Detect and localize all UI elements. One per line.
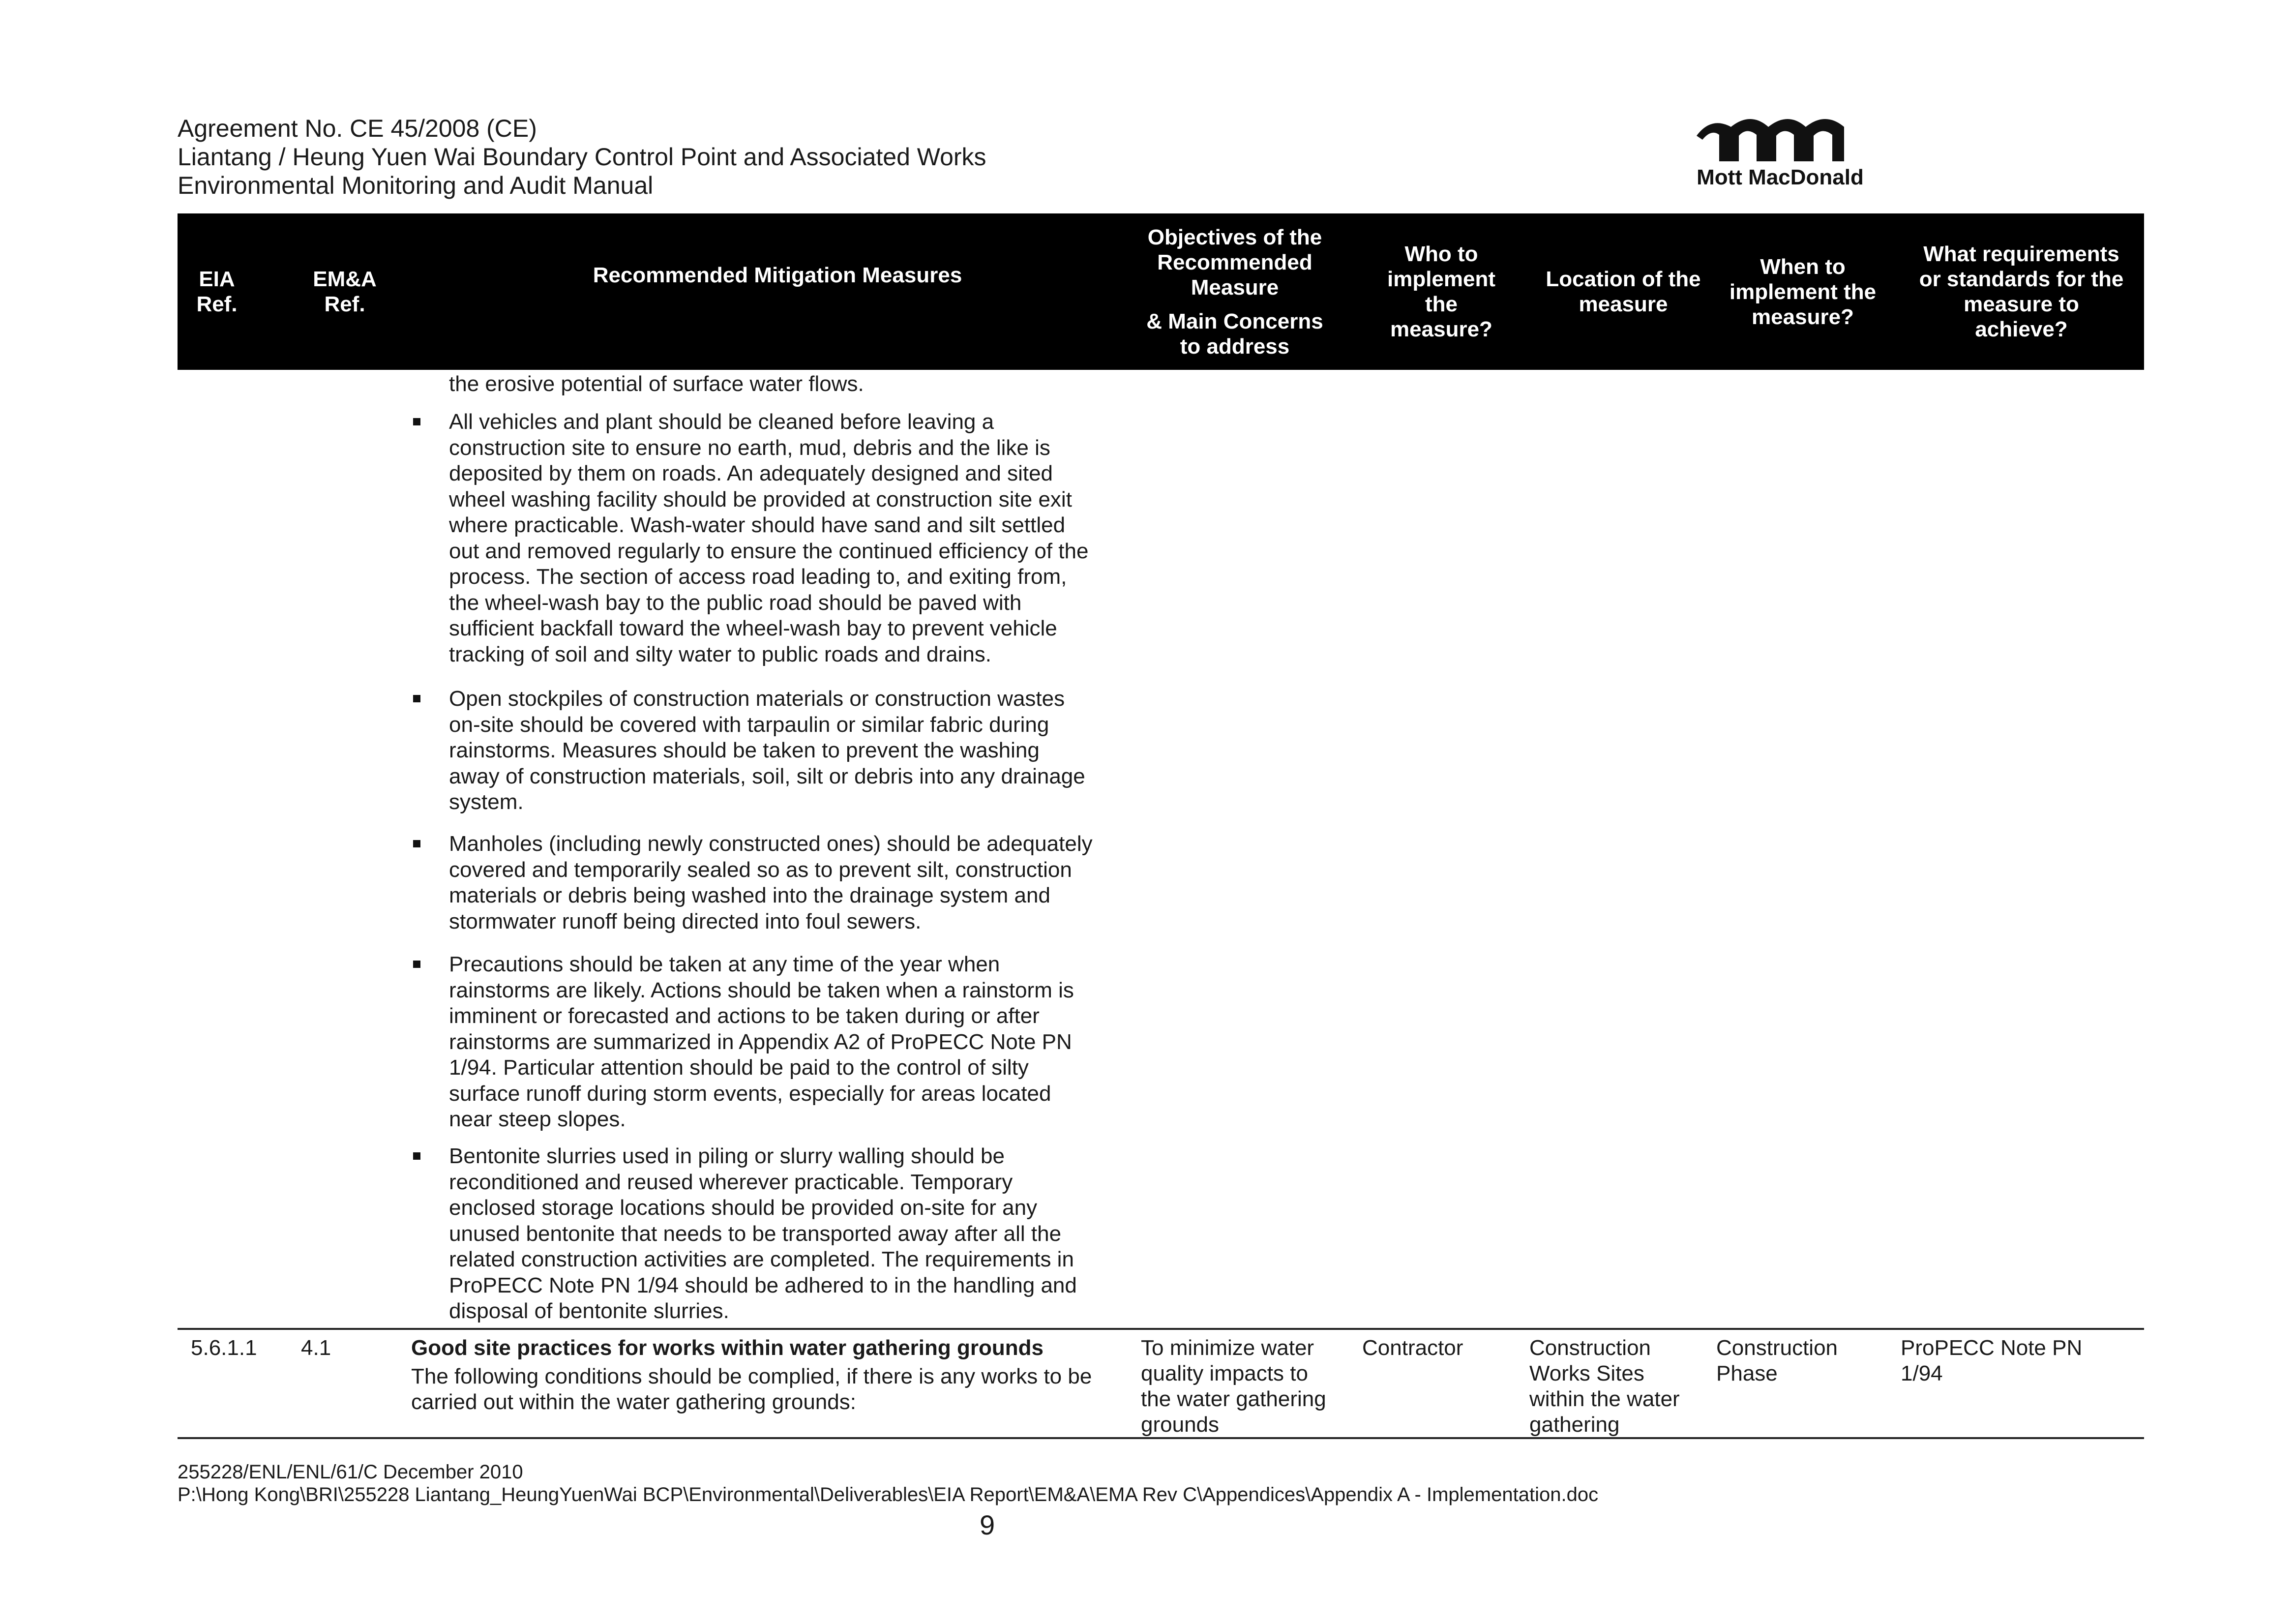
bullet-line: deposited by them on roads. An adequately designed and sited [449,461,1053,485]
bullet-line: process. The section of access road leading to, and exiting from, [449,565,1067,589]
bullet-line: materials or debris being washed into the drainage system and [449,883,1050,907]
bullet-line: imminent or forecasted and actions to be taken during or after [449,1004,1040,1028]
document-header [178,114,986,200]
bullet-line: sufficient backfall toward the wheel-wash bay to prevent vehicle [449,616,1057,640]
bullet-line: covered and temporarily sealed so as to prevent silt, construction [449,857,1072,882]
agreement-number: Agreement No. CE 45/2008 (CE) [178,115,537,142]
bullet-line: rainstorms are summarized in Appendix A2 of ProPECC Note PN [449,1029,1072,1054]
bullet-line: wheel washing facility should be provided at construction site exit [449,487,1072,511]
bullet-line: disposal of bentonite slurries. [449,1299,729,1323]
mott-macdonald-logo-icon [1692,112,1869,166]
bullet-line: out and removed regularly to ensure the continued efficiency of the [449,539,1089,563]
bullet-line: ProPECC Note PN 1/94 should be adhered to in the handling and [449,1273,1077,1297]
bullet-line: Bentonite slurries used in piling or slurry walling should be [449,1144,1005,1168]
row-divider-top [178,1328,2144,1330]
bullet-marker [413,840,420,847]
col-ema-ref: EM&A Ref. [313,267,377,316]
col-eia-ref: EIA Ref. [196,267,238,316]
footer-file-path: P:\Hong Kong\BRI\255228 Liantang_HeungYuenWai BCP\Environmental\Deliverables\EIA Report\EM&A\EMA Rev C\Appendices\Appendix A - Implementation.doc [178,1484,1599,1505]
bullet-line: away of construction materials, soil, silt or debris into any drainage [449,764,1085,788]
bullet-line: construction site to ensure no earth, mud, debris and the like is [449,435,1050,460]
bullet-line: related construction activities are completed. The requirements in [449,1247,1074,1271]
footer-reference: 255228/ENL/ENL/61/C December 2010 [178,1461,523,1483]
row-eia-ref: 5.6.1.1 [191,1336,257,1360]
bullet-marker [413,695,420,702]
row-requirements: ProPECC Note PN 1/94 [1901,1336,2083,1385]
bullet-line: tracking of soil and silty water to public roads and drains. [449,642,992,666]
bullet-line: reconditioned and reused wherever practicable. Temporary [449,1170,1013,1194]
bullet-line: near steep slopes. [449,1107,626,1131]
bullet-line: surface runoff during storm events, especially for areas located [449,1081,1051,1106]
bullet-line: where practicable. Wash-water should have sand and silt settled [449,513,1066,537]
page-number: 9 [980,1509,995,1540]
bullet-line: unused bentonite that needs to be transported away after all the [449,1221,1062,1246]
row-objective: To minimize water quality impacts to the water gathering grounds [1141,1336,1326,1437]
bullet-marker [413,1152,420,1160]
row-measure [411,1335,1119,1415]
row-measure-desc-1: The following conditions should be complied, if there is any works to be [411,1364,1092,1388]
row-measure-title: Good site practices for works within water gathering grounds [411,1336,1044,1360]
row-divider-bottom [178,1437,2144,1439]
col-measures: Recommended Mitigation Measures [593,263,962,287]
bullet-line: All vehicles and plant should be cleaned before leaving a [449,410,994,434]
bullet-line: enclosed storage locations should be provided on-site for any [449,1196,1038,1220]
bullet-marker [413,418,420,425]
mitigation-bullet-5 [449,1143,1128,1324]
row-when: Construction Phase [1716,1336,1838,1385]
bullet-line: Precautions should be taken at any time of the year when [449,952,1000,976]
logo-wordmark: Mott MacDonald [1697,165,1864,189]
mitigation-bullet-1 [449,409,1128,667]
bullet-line: stormwater runoff being directed into foul sewers. [449,909,922,933]
row-measure-desc-2: carried out within the water gathering grounds: [411,1390,856,1414]
project-title: Liantang / Heung Yuen Wai Boundary Control Point and Associated Works [178,143,986,171]
mitigation-bullet-3 [449,831,1128,934]
bullet-line: system. [449,790,524,814]
col-location: Location of the measure [1546,267,1701,316]
bullet-line: Open stockpiles of construction materials or construction wastes [449,687,1065,711]
continued-text: the erosive potential of surface water flows. [449,372,864,396]
col-when: When to implement the measure? [1729,254,1877,329]
bullet-line: the wheel-wash bay to the public road should be paved with [449,590,1022,615]
manual-title: Environmental Monitoring and Audit Manual [178,172,654,199]
mitigation-bullet-2 [449,686,1128,815]
col-requirements: What requirements or standards for the measure to achieve? [1919,242,2124,341]
col-who: Who to implement the measure? [1387,242,1496,341]
table-header [178,213,2144,370]
company-logo [1672,112,1888,191]
row-ema-ref: 4.1 [301,1336,331,1360]
bullet-line: rainstorms are likely. Actions should be taken when a rainstorm is [449,978,1074,1002]
col-objectives: Objectives of the Recommended Measure & Main Concerns to address [1146,225,1323,359]
row-location: Construction Works Sites within the water gathering [1529,1336,1680,1437]
bullet-line: Manholes (including newly constructed ones) should be adequately [449,832,1093,856]
bullet-marker [413,961,420,968]
row-who: Contractor [1362,1336,1463,1360]
bullet-line: on-site should be covered with tarpaulin or similar fabric during [449,712,1049,737]
mitigation-bullet-4 [449,952,1128,1133]
bullet-line: rainstorms. Measures should be taken to prevent the washing [449,738,1040,762]
bullet-line: 1/94. Particular attention should be paid to the control of silty [449,1055,1029,1080]
